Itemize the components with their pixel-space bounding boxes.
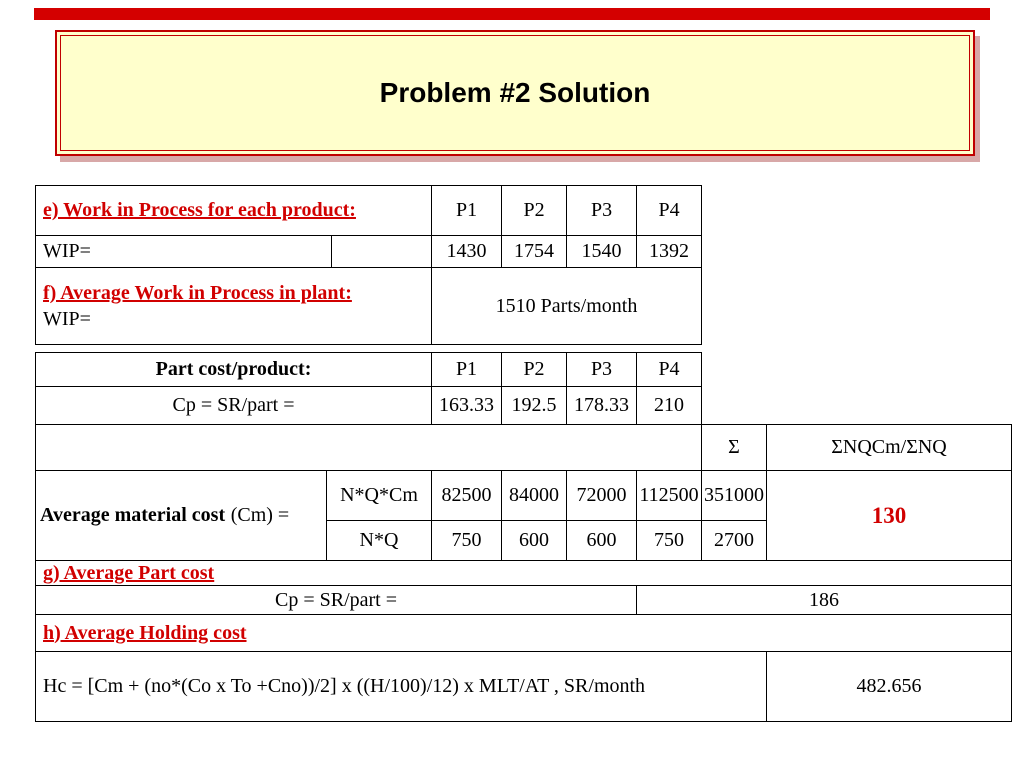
- cp-value-p4: 210: [637, 387, 702, 425]
- part-cost-header-row: [36, 353, 702, 387]
- col-header-p2: P2: [502, 186, 567, 236]
- avg-wip-value: 1510 Parts/month: [432, 268, 702, 345]
- sigma-header-row: [36, 425, 1012, 471]
- section-f-cell: [36, 268, 432, 345]
- avg-cp-label: Cp = SR/part =: [36, 586, 637, 615]
- section-e-cell: [36, 186, 432, 236]
- section-g-label: g) Average Part cost: [43, 561, 215, 584]
- sigma-header: Σ: [702, 425, 767, 471]
- col-header-p2: P2: [502, 353, 567, 387]
- nqcm-row: [36, 471, 1012, 521]
- part-cost-header: Part cost/product:: [36, 353, 432, 387]
- wip-value-p1: 1430: [432, 236, 502, 268]
- col-header-p4: P4: [637, 353, 702, 387]
- section-g-cell: [36, 561, 1012, 586]
- nqcm-p3: 72000: [567, 471, 637, 521]
- wip-table: [35, 185, 702, 345]
- nq-p3: 600: [567, 521, 637, 561]
- cp-value-p2: 192.5: [502, 387, 567, 425]
- wip-header-row: [36, 186, 702, 236]
- nq-p1: 750: [432, 521, 502, 561]
- avg-wip-row: [36, 268, 702, 345]
- avg-material-cost-label: Average material cost: [40, 504, 226, 526]
- sigma-ratio-header: ΣNQCm/ΣNQ: [767, 425, 1012, 471]
- nqcm-p1: 82500: [432, 471, 502, 521]
- part-cost-table: [35, 352, 702, 425]
- nq-sum: 2700: [702, 521, 767, 561]
- wip-value-p2: 1754: [502, 236, 567, 268]
- nq-label: N*Q: [327, 521, 432, 561]
- wip-value-p4: 1392: [637, 236, 702, 268]
- col-header-p4: P4: [637, 186, 702, 236]
- section-h-label: h) Average Holding cost: [43, 621, 247, 644]
- avg-cp-row: [36, 586, 1012, 615]
- wip-value-p3: 1540: [567, 236, 637, 268]
- col-header-p1: P1: [432, 186, 502, 236]
- holding-cost-formula: Hc = [Cm + (no*(Co x To +Cno))/2] x ((H/100)/12) x MLT/AT , SR/month: [36, 652, 767, 722]
- cp-values-row: [36, 387, 702, 425]
- material-cost-table: [35, 424, 1012, 722]
- wip-label: WIP=: [36, 236, 332, 268]
- nq-p2: 600: [502, 521, 567, 561]
- col-header-p3: P3: [567, 353, 637, 387]
- nqcm-sum: 351000: [702, 471, 767, 521]
- cp-label: Cp = SR/part =: [36, 387, 432, 425]
- top-red-bar: [34, 8, 990, 20]
- nqcm-label: N*Q*Cm: [327, 471, 432, 521]
- cp-value-p3: 178.33: [567, 387, 637, 425]
- empty-cell: [332, 236, 432, 268]
- section-h-cell: [36, 615, 1012, 652]
- avg-wip-label: WIP=: [43, 308, 91, 330]
- col-header-p3: P3: [567, 186, 637, 236]
- avg-material-cost-result: 130: [767, 471, 1012, 561]
- col-header-p1: P1: [432, 353, 502, 387]
- wip-values-row: [36, 236, 702, 268]
- section-e-label: e) Work in Process for each product:: [43, 199, 356, 221]
- title-banner: [55, 30, 975, 156]
- avg-cp-value: 186: [637, 586, 1012, 615]
- section-g-row: [36, 561, 1012, 586]
- avg-material-cost-symbol: (Cm) =: [230, 504, 290, 526]
- nqcm-p4: 112500: [637, 471, 702, 521]
- section-h-row: [36, 615, 1012, 652]
- cp-value-p1: 163.33: [432, 387, 502, 425]
- nqcm-p2: 84000: [502, 471, 567, 521]
- holding-cost-value: 482.656: [767, 652, 1012, 722]
- holding-cost-row: [36, 652, 1012, 722]
- section-f-label: f) Average Work in Process in plant:: [43, 282, 352, 304]
- slide-title: Problem #2 Solution: [379, 77, 651, 108]
- nq-p4: 750: [637, 521, 702, 561]
- avg-material-cost-label-cell: [36, 471, 327, 561]
- empty-cell: [36, 425, 702, 471]
